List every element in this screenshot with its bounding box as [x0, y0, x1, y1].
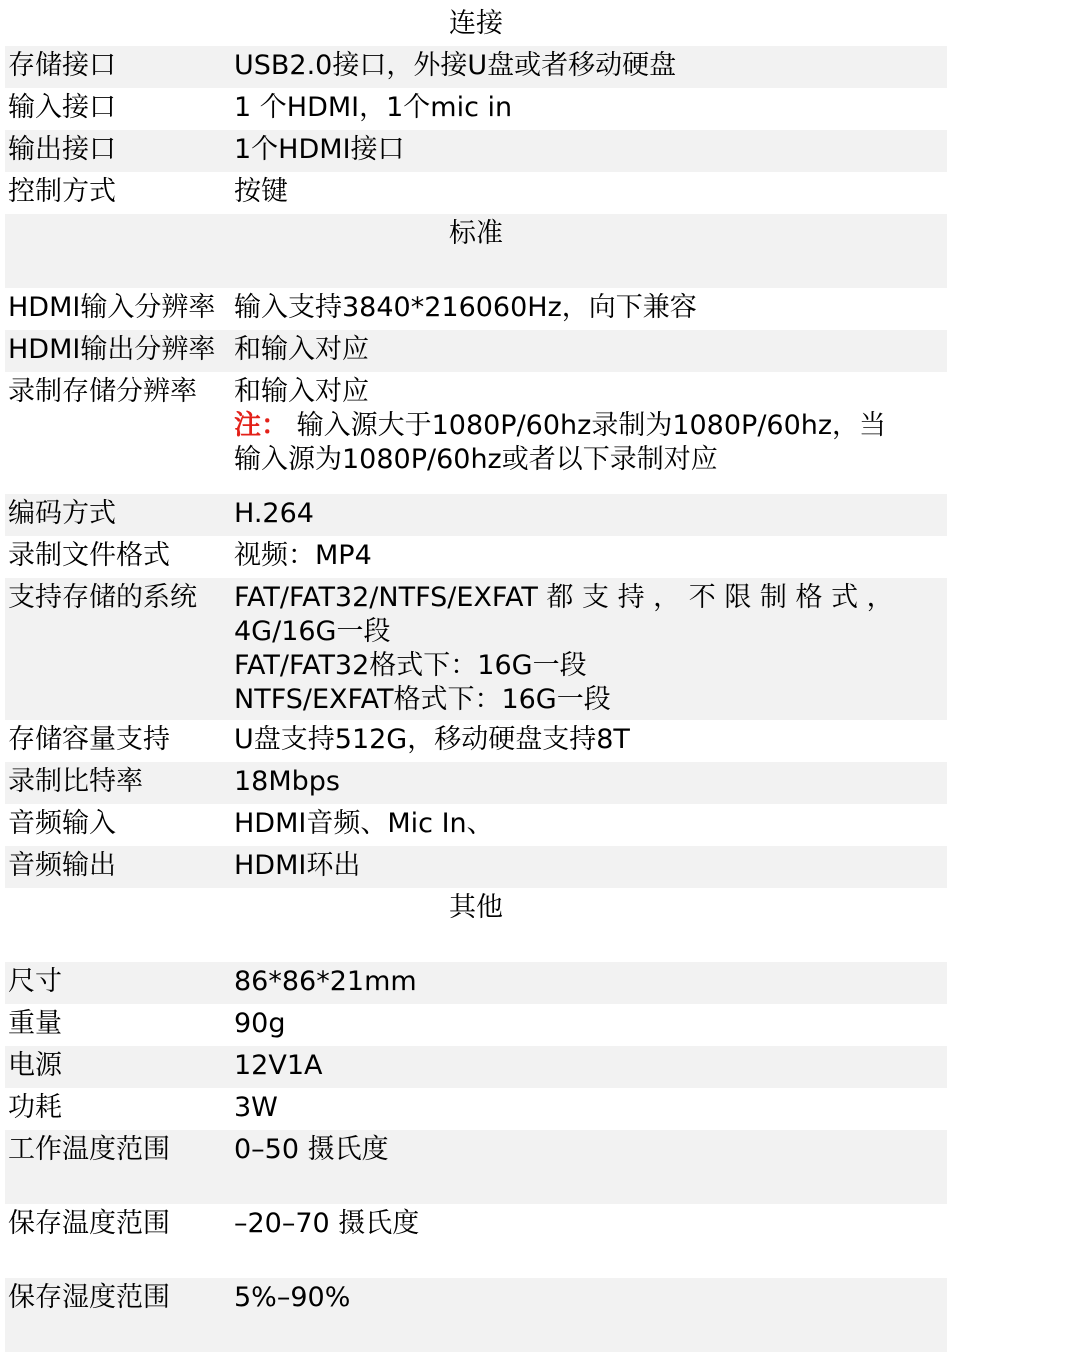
spec-row-file-system — [5, 578, 947, 720]
spec-value: 按键 — [234, 176, 288, 207]
spec-label: 支持存储的系统 — [8, 582, 197, 613]
spec-value: 和输入对应 — [234, 334, 369, 365]
spec-value: HDMI音频、Mic In、 — [234, 808, 494, 839]
spec-label: 尺寸 — [8, 966, 62, 997]
spec-label: 音频输入 — [8, 808, 116, 839]
spec-row-record-resolution — [5, 372, 947, 494]
section-header-other — [5, 888, 947, 962]
section-title-connect: 连接 — [449, 8, 503, 39]
spec-label: 音频输出 — [8, 850, 116, 881]
spec-label: 存储容量支持 — [8, 724, 170, 755]
spec-row-power — [5, 1046, 947, 1088]
spec-row-file-format — [5, 536, 947, 578]
spec-label: 控制方式 — [8, 176, 116, 207]
spec-value: 和输入对应 — [234, 376, 369, 407]
spec-row-audio-in — [5, 804, 947, 846]
spec-row-hdmi-input-resolution — [5, 288, 947, 330]
section-title-standard: 标准 — [449, 218, 503, 249]
section-title-other: 其他 — [449, 892, 503, 923]
spec-label: 存储接口 — [8, 50, 116, 81]
spec-value: –20–70 摄氏度 — [234, 1208, 420, 1239]
spec-row-capacity — [5, 720, 947, 762]
note-text: 输入源大于1080P/60hz录制为1080P/60hz，当 — [296, 410, 887, 441]
spec-row-audio-out — [5, 846, 947, 888]
spec-value: 1个HDMI接口 — [234, 134, 405, 165]
spec-row-encoding — [5, 494, 947, 536]
spec-table — [5, 4, 947, 1352]
spec-value: 5%–90% — [234, 1282, 351, 1313]
spec-label: 录制比特率 — [8, 766, 143, 797]
spec-value: USB2.0接口，外接U盘或者移动硬盘 — [234, 50, 677, 81]
spec-value-group — [234, 375, 947, 494]
spec-value: 18Mbps — [234, 766, 340, 797]
spec-value: 0–50 摄氏度 — [234, 1134, 389, 1165]
note-label: 注： — [234, 410, 288, 441]
spec-value: 12V1A — [234, 1050, 323, 1081]
spec-row-storage-interface — [5, 46, 947, 88]
section-header-standard — [5, 214, 947, 288]
spec-value: 视频：MP4 — [234, 540, 372, 571]
spec-value: H.264 — [234, 498, 314, 529]
spec-row-weight — [5, 1004, 947, 1046]
spec-value: 86*86*21mm — [234, 966, 417, 997]
spec-value: HDMI环出 — [234, 850, 361, 881]
spec-row-work-temperature — [5, 1130, 947, 1204]
note-line — [234, 409, 947, 443]
spec-value: 1 个HDMI，1个mic in — [234, 92, 513, 123]
spec-row-storage-humidity — [5, 1278, 947, 1352]
spec-row-bitrate — [5, 762, 947, 804]
spec-label: 保存湿度范围 — [8, 1282, 170, 1313]
spec-row-consumption — [5, 1088, 947, 1130]
spec-value: FAT/FAT32/NTFS/EXFAT 都 支 持 ， 不 限 制 格 式 ， — [234, 582, 894, 613]
spec-row-control-method — [5, 172, 947, 214]
spec-value: FAT/FAT32格式下：16G一段 — [234, 650, 587, 681]
spec-label: 录制存储分辨率 — [8, 376, 197, 407]
spec-row-size — [5, 962, 947, 1004]
spec-label: 功耗 — [8, 1092, 62, 1123]
spec-row-input-interface — [5, 88, 947, 130]
spec-row-storage-temperature — [5, 1204, 947, 1278]
spec-value-group — [234, 581, 947, 720]
spec-value: 4G/16G一段 — [234, 616, 391, 647]
spec-value: U盘支持512G，移动硬盘支持8T — [234, 724, 630, 755]
spec-label: 输出接口 — [8, 134, 116, 165]
spec-label: 录制文件格式 — [8, 540, 170, 571]
spec-row-hdmi-output-resolution — [5, 330, 947, 372]
spec-label: HDMI输入分辨率 — [8, 292, 216, 323]
spec-label: 电源 — [8, 1050, 62, 1081]
spec-label: 工作温度范围 — [8, 1134, 170, 1165]
spec-value: NTFS/EXFAT格式下：16G一段 — [234, 684, 611, 715]
spec-value: 输入支持3840*216060Hz，向下兼容 — [234, 292, 697, 323]
spec-label: 编码方式 — [8, 498, 116, 529]
spec-label: HDMI输出分辨率 — [8, 334, 216, 365]
spec-label: 重量 — [8, 1008, 62, 1039]
spec-value: 3W — [234, 1092, 278, 1123]
note-text-continued: 输入源为1080P/60hz或者以下录制对应 — [234, 444, 718, 475]
spec-row-output-interface — [5, 130, 947, 172]
spec-label: 输入接口 — [8, 92, 116, 123]
spec-value: 90g — [234, 1008, 286, 1039]
section-header-connect — [5, 4, 947, 46]
spec-label: 保存温度范围 — [8, 1208, 170, 1239]
